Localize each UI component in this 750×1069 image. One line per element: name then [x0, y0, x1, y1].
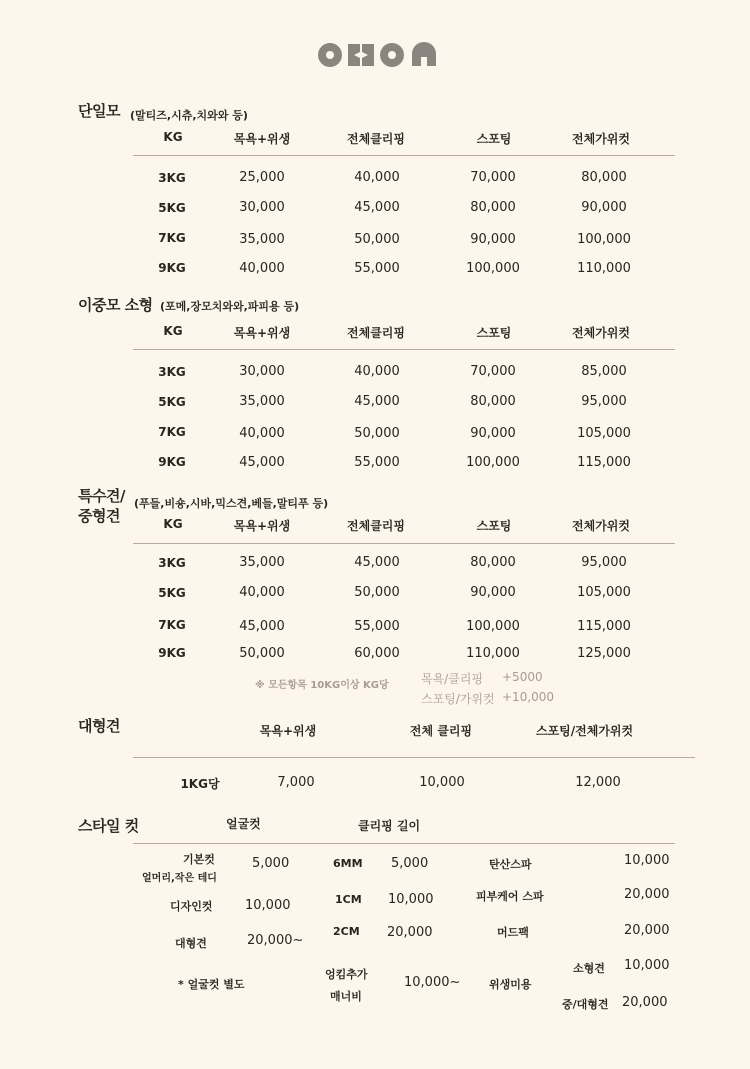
table-cell: 125,000 [577, 646, 631, 661]
table-cell: 10,000 [419, 775, 465, 790]
col-header: 전체 클리핑 [409, 724, 473, 738]
table-cell: 110,000 [466, 646, 520, 661]
table-cell-kg: 9KG [158, 261, 186, 275]
surcharge-value: +5000 [502, 670, 543, 684]
spa-label: 탄산스파 [489, 858, 532, 871]
table-cell: 40,000 [354, 170, 400, 185]
col-header-kg: KG [163, 324, 183, 338]
divider [133, 349, 675, 350]
table-cell: 40,000 [239, 261, 285, 276]
col-header-scissor: 전체가위컷 [572, 326, 630, 340]
table-cell: 35,000 [239, 232, 285, 247]
face-cut-price: 5,000 [252, 856, 290, 871]
table-cell: 12,000 [575, 775, 621, 790]
table-cell-kg: 5KG [158, 395, 186, 409]
table-cell: 115,000 [577, 619, 631, 634]
table-cell: 100,000 [466, 455, 520, 470]
table-cell: 100,000 [466, 261, 520, 276]
table-cell: 40,000 [239, 426, 285, 441]
section-note: (푸들,비숑,시바,믹스견,베들,말티푸 등) [134, 497, 329, 510]
col-header-spotting: 스포팅 [476, 132, 512, 146]
face-cut-label: 디자인컷 [170, 900, 213, 913]
table-cell: 40,000 [239, 585, 285, 600]
row-label: 1KG당 [180, 777, 220, 791]
length-label: 1CM [335, 893, 362, 906]
face-cut-label: 기본컷 [183, 853, 215, 866]
table-cell: 105,000 [577, 585, 631, 600]
col-header-bath: 목욕+위생 [233, 132, 291, 146]
col-header: 스포팅/전체가위컷 [536, 724, 634, 738]
col-header-spotting: 스포팅 [476, 519, 512, 533]
table-cell: 85,000 [581, 364, 627, 379]
spa-price: 20,000 [624, 923, 670, 938]
table-cell: 35,000 [239, 394, 285, 409]
table-cell: 45,000 [354, 200, 400, 215]
table-cell: 50,000 [354, 585, 400, 600]
table-cell: 90,000 [581, 200, 627, 215]
section-title: 특수견/ [78, 487, 125, 505]
table-cell: 50,000 [354, 426, 400, 441]
table-cell: 95,000 [581, 394, 627, 409]
table-cell: 110,000 [577, 261, 631, 276]
table-cell-kg: 3KG [158, 171, 186, 185]
length-label: 2CM [333, 925, 360, 938]
table-cell-kg: 7KG [158, 618, 186, 632]
table-cell-kg: 7KG [158, 231, 186, 245]
surcharge-label: 목욕/클리핑 [421, 672, 484, 686]
divider [133, 843, 675, 844]
surcharge-value: +10,000 [502, 690, 555, 704]
face-cut-note: * 얼굴컷 별도 [178, 978, 245, 991]
face-cut-price: 10,000 [245, 898, 291, 913]
col-header: 목욕+위생 [259, 724, 317, 738]
table-cell: 70,000 [470, 364, 516, 379]
col-header-kg: KG [163, 130, 183, 144]
tangle-sublabel: 매너비 [330, 990, 362, 1003]
divider [133, 155, 675, 156]
table-cell: 55,000 [354, 261, 400, 276]
hygiene-label: 위생미용 [489, 978, 532, 991]
col-header-bath: 목욕+위생 [233, 519, 291, 533]
table-cell: 30,000 [239, 364, 285, 379]
table-cell-kg: 9KG [158, 646, 186, 660]
length-label: 6MM [333, 857, 363, 870]
table-cell-kg: 9KG [158, 455, 186, 469]
table-cell: 90,000 [470, 585, 516, 600]
hygiene-price: 20,000 [622, 995, 668, 1010]
table-cell: 90,000 [470, 232, 516, 247]
table-cell: 80,000 [470, 555, 516, 570]
spa-price: 20,000 [624, 887, 670, 902]
table-cell: 95,000 [581, 555, 627, 570]
col-header-spotting: 스포팅 [476, 326, 512, 340]
table-cell: 50,000 [354, 232, 400, 247]
surcharge-label: 스포팅/가위컷 [421, 692, 495, 706]
tangle-label: 엉킴추가 [325, 968, 368, 981]
spa-label: 머드팩 [497, 926, 529, 939]
col-header-kg: KG [163, 517, 183, 531]
col-header-scissor: 전체가위컷 [572, 519, 630, 533]
table-cell: 90,000 [470, 426, 516, 441]
col-header-bath: 목욕+위생 [233, 326, 291, 340]
table-cell: 55,000 [354, 619, 400, 634]
table-cell: 100,000 [577, 232, 631, 247]
table-cell: 80,000 [470, 200, 516, 215]
spa-label: 피부케어 스파 [476, 890, 544, 903]
col-header-clipping: 전체클리핑 [347, 326, 405, 340]
table-cell: 30,000 [239, 200, 285, 215]
col-header-clipping: 전체클리핑 [347, 519, 405, 533]
section-title: 이중모 소형 [78, 296, 153, 314]
table-cell-kg: 7KG [158, 425, 186, 439]
table-cell: 105,000 [577, 426, 631, 441]
table-cell: 45,000 [354, 394, 400, 409]
surcharge-note: ※ 모든항목 10KG이상 KG당 [255, 680, 389, 691]
table-cell-kg: 5KG [158, 586, 186, 600]
length-price: 5,000 [391, 856, 429, 871]
section-note: (말티즈,시츄,치와와 등) [130, 109, 248, 122]
table-cell: 80,000 [470, 394, 516, 409]
table-cell: 70,000 [470, 170, 516, 185]
table-cell: 45,000 [354, 555, 400, 570]
section-title: 스타일 컷 [78, 817, 139, 835]
table-cell: 50,000 [239, 646, 285, 661]
table-cell: 115,000 [577, 455, 631, 470]
col-header-scissor: 전체가위컷 [572, 132, 630, 146]
hygiene-size: 소형견 [573, 962, 605, 975]
table-cell: 40,000 [354, 364, 400, 379]
table-cell-kg: 3KG [158, 556, 186, 570]
table-cell: 60,000 [354, 646, 400, 661]
tangle-price: 10,000~ [404, 975, 461, 990]
table-cell: 25,000 [239, 170, 285, 185]
col-header: 얼굴컷 [226, 817, 261, 831]
spa-price: 10,000 [624, 853, 670, 868]
face-cut-label: 대형견 [175, 937, 207, 950]
face-cut-sublabel: 얼머리,작은 테디 [142, 873, 217, 884]
face-cut-price: 20,000~ [247, 933, 304, 948]
hygiene-price: 10,000 [624, 958, 670, 973]
table-cell: 45,000 [239, 619, 285, 634]
section-title: 대형견 [78, 717, 120, 735]
section-title: 단일모 [78, 102, 120, 120]
section-title: 중형견 [78, 507, 120, 525]
table-cell-kg: 3KG [158, 365, 186, 379]
col-header: 클리핑 길이 [358, 819, 421, 833]
table-cell: 45,000 [239, 455, 285, 470]
length-price: 20,000 [387, 925, 433, 940]
table-cell: 80,000 [581, 170, 627, 185]
col-header-clipping: 전체클리핑 [347, 132, 405, 146]
section-note: (포메,장모치와와,파피용 등) [160, 300, 300, 313]
table-cell: 35,000 [239, 555, 285, 570]
brand-logo [318, 42, 442, 68]
divider [133, 757, 695, 758]
table-cell: 100,000 [466, 619, 520, 634]
table-cell: 7,000 [277, 775, 315, 790]
divider [133, 543, 675, 544]
hygiene-size: 중/대형견 [562, 998, 609, 1011]
table-cell-kg: 5KG [158, 201, 186, 215]
table-cell: 55,000 [354, 455, 400, 470]
length-price: 10,000 [388, 892, 434, 907]
